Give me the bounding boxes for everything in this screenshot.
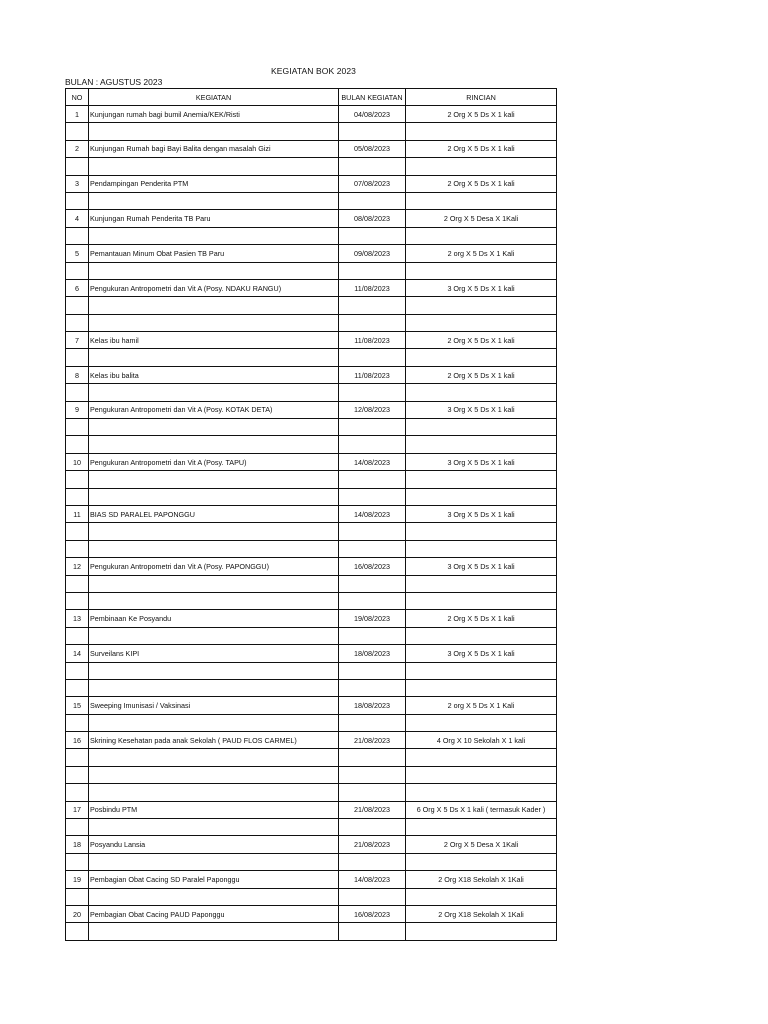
cell-bulan-kegiatan <box>339 523 406 540</box>
cell-rincian: 2 Org X 5 Desa X 1Kali <box>406 210 557 227</box>
table-row <box>66 801 557 818</box>
cell-kegiatan <box>89 923 339 940</box>
table-row <box>66 349 557 366</box>
cell-rincian <box>406 419 557 436</box>
cell-bulan-kegiatan <box>339 923 406 940</box>
cell-no: 7 <box>66 332 89 349</box>
cell-kegiatan: Posbindu PTM <box>89 801 339 818</box>
cell-rincian: 2 Org X 5 Ds X 1 kali <box>406 610 557 627</box>
cell-bulan-kegiatan <box>339 349 406 366</box>
table-row <box>66 610 557 627</box>
cell-kegiatan: Posyandu Lansia <box>89 836 339 853</box>
cell-rincian <box>406 262 557 279</box>
cell-kegiatan <box>89 436 339 453</box>
table-row <box>66 784 557 801</box>
cell-rincian: 3 Org X 5 Ds X 1 kali <box>406 279 557 296</box>
cell-no <box>66 662 89 679</box>
cell-kegiatan <box>89 262 339 279</box>
cell-kegiatan <box>89 784 339 801</box>
cell-rincian: 3 Org X 5 Ds X 1 kali <box>406 505 557 522</box>
cell-no: 19 <box>66 871 89 888</box>
cell-kegiatan: Surveilans KIPI <box>89 645 339 662</box>
cell-no: 9 <box>66 401 89 418</box>
header-bulan-kegiatan: BULAN KEGIATAN <box>339 89 406 106</box>
cell-bulan-kegiatan <box>339 575 406 592</box>
cell-bulan-kegiatan <box>339 297 406 314</box>
cell-no: 14 <box>66 645 89 662</box>
cell-bulan-kegiatan <box>339 784 406 801</box>
cell-rincian <box>406 314 557 331</box>
cell-kegiatan <box>89 349 339 366</box>
cell-no <box>66 192 89 209</box>
cell-kegiatan: Pengukuran Antropometri dan Vit A (Posy. TAPU) <box>89 453 339 470</box>
cell-bulan-kegiatan <box>339 853 406 870</box>
cell-no: 2 <box>66 140 89 157</box>
cell-kegiatan <box>89 819 339 836</box>
cell-kegiatan <box>89 471 339 488</box>
cell-bulan-kegiatan <box>339 314 406 331</box>
table-row <box>66 262 557 279</box>
cell-bulan-kegiatan: 11/08/2023 <box>339 279 406 296</box>
cell-kegiatan: Pembagian Obat Cacing PAUD Paponggu <box>89 905 339 922</box>
cell-rincian: 2 Org X18 Sekolah X 1Kali <box>406 871 557 888</box>
cell-bulan-kegiatan: 11/08/2023 <box>339 332 406 349</box>
cell-rincian: 2 Org X 5 Ds X 1 kali <box>406 140 557 157</box>
cell-bulan-kegiatan <box>339 749 406 766</box>
cell-bulan-kegiatan <box>339 471 406 488</box>
cell-no <box>66 627 89 644</box>
table-row <box>66 540 557 557</box>
cell-rincian <box>406 749 557 766</box>
cell-kegiatan <box>89 749 339 766</box>
table-row <box>66 592 557 609</box>
cell-no <box>66 523 89 540</box>
cell-kegiatan: Pemantauan Minum Obat Pasien TB Paru <box>89 245 339 262</box>
cell-kegiatan <box>89 888 339 905</box>
table-row <box>66 488 557 505</box>
cell-kegiatan: Pengukuran Antropometri dan Vit A (Posy. KOTAK DETA) <box>89 401 339 418</box>
cell-kegiatan <box>89 766 339 783</box>
cell-rincian: 3 Org X 5 Ds X 1 kali <box>406 401 557 418</box>
cell-no <box>66 262 89 279</box>
cell-bulan-kegiatan: 14/08/2023 <box>339 453 406 470</box>
cell-bulan-kegiatan: 21/08/2023 <box>339 801 406 818</box>
cell-bulan-kegiatan <box>339 888 406 905</box>
table-row <box>66 679 557 696</box>
cell-no <box>66 592 89 609</box>
cell-rincian: 4 Org X 10 Sekolah X 1 kali <box>406 732 557 749</box>
cell-kegiatan <box>89 679 339 696</box>
cell-no <box>66 384 89 401</box>
table-row <box>66 505 557 522</box>
cell-no <box>66 766 89 783</box>
cell-rincian: 2 org X 5 Ds X 1 Kali <box>406 245 557 262</box>
cell-rincian <box>406 158 557 175</box>
cell-no <box>66 314 89 331</box>
cell-bulan-kegiatan <box>339 662 406 679</box>
cell-rincian: 3 Org X 5 Ds X 1 kali <box>406 558 557 575</box>
table-row <box>66 297 557 314</box>
cell-no: 1 <box>66 106 89 123</box>
table-row <box>66 819 557 836</box>
table-row <box>66 888 557 905</box>
cell-rincian: 2 Org X 5 Desa X 1Kali <box>406 836 557 853</box>
cell-rincian: 2 Org X 5 Ds X 1 kali <box>406 332 557 349</box>
cell-bulan-kegiatan <box>339 592 406 609</box>
cell-bulan-kegiatan: 05/08/2023 <box>339 140 406 157</box>
cell-rincian <box>406 575 557 592</box>
cell-bulan-kegiatan <box>339 819 406 836</box>
table-row <box>66 749 557 766</box>
cell-kegiatan <box>89 523 339 540</box>
table-row <box>66 419 557 436</box>
cell-rincian: 2 org X 5 Ds X 1 Kali <box>406 697 557 714</box>
cell-no <box>66 123 89 140</box>
cell-no <box>66 714 89 731</box>
document-title: KEGIATAN BOK 2023 <box>271 66 357 76</box>
table-row <box>66 245 557 262</box>
cell-rincian <box>406 627 557 644</box>
cell-kegiatan <box>89 227 339 244</box>
cell-bulan-kegiatan <box>339 123 406 140</box>
cell-bulan-kegiatan: 08/08/2023 <box>339 210 406 227</box>
table-row <box>66 384 557 401</box>
table-row <box>66 140 557 157</box>
table-row <box>66 401 557 418</box>
cell-kegiatan: BIAS SD PARALEL PAPONGGU <box>89 505 339 522</box>
cell-bulan-kegiatan <box>339 766 406 783</box>
cell-bulan-kegiatan: 18/08/2023 <box>339 697 406 714</box>
cell-kegiatan: Pengukuran Antropometri dan Vit A (Posy. PAPONGGU) <box>89 558 339 575</box>
cell-kegiatan <box>89 419 339 436</box>
table-row <box>66 871 557 888</box>
table-row <box>66 227 557 244</box>
cell-no: 4 <box>66 210 89 227</box>
table-row <box>66 332 557 349</box>
table-row <box>66 175 557 192</box>
cell-kegiatan: Pembinaan Ke Posyandu <box>89 610 339 627</box>
table-row <box>66 523 557 540</box>
cell-bulan-kegiatan: 16/08/2023 <box>339 558 406 575</box>
cell-kegiatan: Pendampingan Penderita PTM <box>89 175 339 192</box>
cell-no: 20 <box>66 905 89 922</box>
header-no: NO <box>66 89 89 106</box>
cell-kegiatan <box>89 192 339 209</box>
cell-bulan-kegiatan: 04/08/2023 <box>339 106 406 123</box>
cell-bulan-kegiatan <box>339 679 406 696</box>
cell-no <box>66 436 89 453</box>
cell-bulan-kegiatan <box>339 227 406 244</box>
cell-rincian: 3 Org X 5 Ds X 1 kali <box>406 453 557 470</box>
table-row <box>66 210 557 227</box>
cell-rincian <box>406 679 557 696</box>
cell-no <box>66 575 89 592</box>
cell-no <box>66 227 89 244</box>
cell-rincian <box>406 853 557 870</box>
cell-no <box>66 297 89 314</box>
cell-no: 13 <box>66 610 89 627</box>
cell-rincian <box>406 488 557 505</box>
table-row <box>66 453 557 470</box>
cell-no: 11 <box>66 505 89 522</box>
cell-rincian: 2 Org X 5 Ds X 1 kali <box>406 106 557 123</box>
cell-bulan-kegiatan: 14/08/2023 <box>339 871 406 888</box>
cell-kegiatan <box>89 592 339 609</box>
cell-kegiatan <box>89 158 339 175</box>
cell-bulan-kegiatan: 16/08/2023 <box>339 905 406 922</box>
table-row <box>66 558 557 575</box>
cell-rincian <box>406 123 557 140</box>
table-row <box>66 436 557 453</box>
cell-bulan-kegiatan <box>339 158 406 175</box>
cell-bulan-kegiatan <box>339 192 406 209</box>
cell-kegiatan <box>89 123 339 140</box>
cell-no <box>66 488 89 505</box>
header-kegiatan: KEGIATAN <box>89 89 339 106</box>
table-row <box>66 575 557 592</box>
cell-no: 5 <box>66 245 89 262</box>
table-row <box>66 192 557 209</box>
cell-kegiatan: Kunjungan Rumah bagi Bayi Balita dengan masalah Gizi <box>89 140 339 157</box>
cell-kegiatan: Sweeping Imunisasi / Vaksinasi <box>89 697 339 714</box>
cell-kegiatan: Kelas ibu hamil <box>89 332 339 349</box>
activity-table <box>65 88 557 941</box>
document-subtitle: BULAN : AGUSTUS 2023 <box>65 77 163 87</box>
cell-rincian <box>406 592 557 609</box>
cell-rincian <box>406 923 557 940</box>
table-row <box>66 627 557 644</box>
cell-rincian: 2 Org X 5 Ds X 1 kali <box>406 366 557 383</box>
cell-no <box>66 853 89 870</box>
table-row <box>66 836 557 853</box>
cell-bulan-kegiatan: 07/08/2023 <box>339 175 406 192</box>
cell-no: 10 <box>66 453 89 470</box>
cell-bulan-kegiatan <box>339 488 406 505</box>
table-header-row <box>66 89 557 106</box>
cell-no <box>66 679 89 696</box>
cell-rincian: 3 Org X 5 Ds X 1 kali <box>406 645 557 662</box>
header-rincian: RINCIAN <box>406 89 557 106</box>
cell-no <box>66 819 89 836</box>
cell-bulan-kegiatan: 21/08/2023 <box>339 836 406 853</box>
cell-rincian: 6 Org X 5 Ds X 1 kali ( termasuk Kader ) <box>406 801 557 818</box>
table-row <box>66 314 557 331</box>
cell-rincian <box>406 819 557 836</box>
cell-rincian <box>406 471 557 488</box>
cell-kegiatan <box>89 714 339 731</box>
cell-rincian <box>406 297 557 314</box>
cell-bulan-kegiatan: 19/08/2023 <box>339 610 406 627</box>
cell-no <box>66 923 89 940</box>
cell-no: 12 <box>66 558 89 575</box>
cell-bulan-kegiatan: 09/08/2023 <box>339 245 406 262</box>
cell-kegiatan: Kunjungan Rumah Penderita TB Paru <box>89 210 339 227</box>
cell-bulan-kegiatan <box>339 384 406 401</box>
cell-rincian: 2 Org X 5 Ds X 1 kali <box>406 175 557 192</box>
cell-bulan-kegiatan <box>339 714 406 731</box>
cell-kegiatan <box>89 540 339 557</box>
cell-no <box>66 419 89 436</box>
cell-rincian <box>406 384 557 401</box>
cell-no <box>66 749 89 766</box>
cell-rincian <box>406 349 557 366</box>
cell-kegiatan <box>89 627 339 644</box>
cell-kegiatan <box>89 853 339 870</box>
cell-no <box>66 349 89 366</box>
table-row <box>66 106 557 123</box>
cell-no <box>66 471 89 488</box>
table-row <box>66 158 557 175</box>
cell-rincian <box>406 227 557 244</box>
cell-no <box>66 540 89 557</box>
cell-rincian <box>406 192 557 209</box>
cell-bulan-kegiatan <box>339 540 406 557</box>
cell-no: 16 <box>66 732 89 749</box>
cell-kegiatan <box>89 384 339 401</box>
cell-kegiatan: Pengukuran Antropometri dan Vit A (Posy. NDAKU RANGU) <box>89 279 339 296</box>
cell-no: 18 <box>66 836 89 853</box>
cell-no: 17 <box>66 801 89 818</box>
table-row <box>66 853 557 870</box>
table-row <box>66 123 557 140</box>
cell-kegiatan: Kunjungan rumah bagi bumil Anemia/KEK/Risti <box>89 106 339 123</box>
cell-rincian: 2 Org X18 Sekolah X 1Kali <box>406 905 557 922</box>
table-row <box>66 697 557 714</box>
table-row <box>66 766 557 783</box>
table-row <box>66 923 557 940</box>
cell-bulan-kegiatan <box>339 436 406 453</box>
cell-rincian <box>406 436 557 453</box>
cell-no: 6 <box>66 279 89 296</box>
cell-kegiatan <box>89 488 339 505</box>
table-row <box>66 714 557 731</box>
cell-kegiatan <box>89 297 339 314</box>
table-row <box>66 905 557 922</box>
cell-no <box>66 158 89 175</box>
cell-bulan-kegiatan: 11/08/2023 <box>339 366 406 383</box>
cell-rincian <box>406 784 557 801</box>
table-row <box>66 732 557 749</box>
cell-rincian <box>406 888 557 905</box>
cell-kegiatan: Kelas ibu balita <box>89 366 339 383</box>
cell-bulan-kegiatan <box>339 419 406 436</box>
cell-kegiatan <box>89 662 339 679</box>
table-row <box>66 279 557 296</box>
cell-bulan-kegiatan: 18/08/2023 <box>339 645 406 662</box>
table-row <box>66 366 557 383</box>
cell-rincian <box>406 714 557 731</box>
cell-kegiatan <box>89 575 339 592</box>
cell-rincian <box>406 662 557 679</box>
cell-no: 8 <box>66 366 89 383</box>
cell-bulan-kegiatan: 12/08/2023 <box>339 401 406 418</box>
cell-kegiatan: Pembagian Obat Cacing SD Paralel Paponggu <box>89 871 339 888</box>
cell-bulan-kegiatan <box>339 262 406 279</box>
cell-no <box>66 888 89 905</box>
table-row <box>66 662 557 679</box>
cell-bulan-kegiatan: 14/08/2023 <box>339 505 406 522</box>
cell-no: 3 <box>66 175 89 192</box>
cell-rincian <box>406 540 557 557</box>
cell-kegiatan <box>89 314 339 331</box>
table-row <box>66 471 557 488</box>
cell-rincian <box>406 766 557 783</box>
cell-no <box>66 784 89 801</box>
cell-kegiatan: Skrining Kesehatan pada anak Sekolah ( PAUD FLOS CARMEL) <box>89 732 339 749</box>
cell-bulan-kegiatan <box>339 627 406 644</box>
table-row <box>66 645 557 662</box>
cell-bulan-kegiatan: 21/08/2023 <box>339 732 406 749</box>
cell-no: 15 <box>66 697 89 714</box>
cell-rincian <box>406 523 557 540</box>
